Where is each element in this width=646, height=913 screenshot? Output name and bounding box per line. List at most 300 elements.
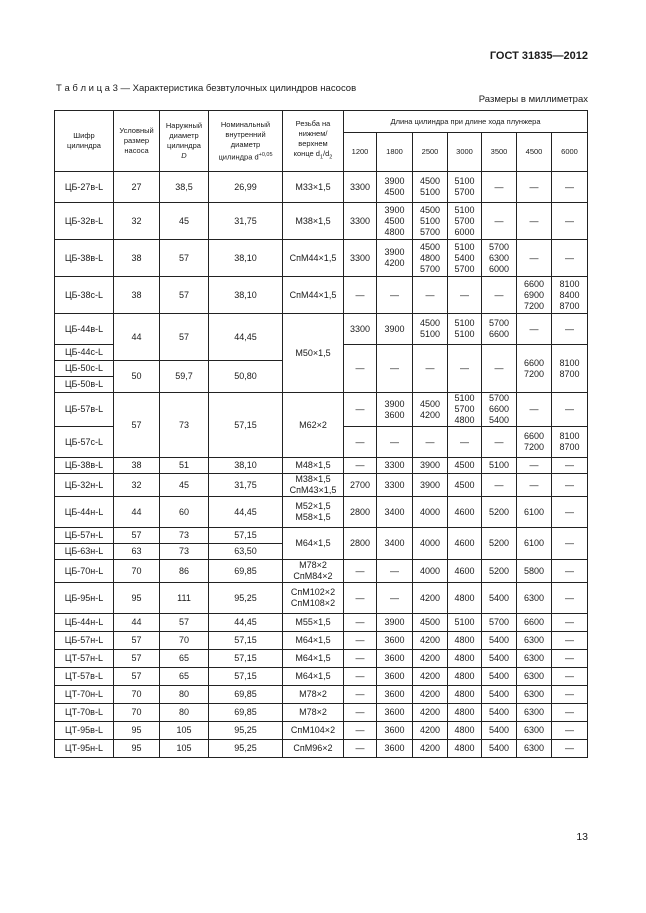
cell-length-1800: 3600	[377, 632, 413, 650]
cell-length-4500: —	[517, 458, 552, 474]
cell-length-2500: —	[413, 345, 448, 393]
cell-cipher: ЦБ-38в-L	[55, 458, 114, 474]
cell-thread: М62×2	[283, 393, 344, 458]
standard-number: ГОСТ 31835—2012	[489, 50, 588, 62]
cell-length-2500: 4500	[413, 614, 448, 632]
header-size: Условный размер насоса	[114, 111, 160, 172]
cell-outer-diameter: 73	[160, 393, 209, 458]
cell-thread: М38×1,5	[283, 203, 344, 240]
cell-length-1200: —	[344, 614, 377, 632]
cell-outer-diameter: 111	[160, 583, 209, 614]
cell-cipher: ЦТ-57в-L	[55, 668, 114, 686]
cell-inner-diameter: 38,10	[209, 458, 283, 474]
cell-length-3000: 4600	[448, 497, 482, 528]
cell-length-1200: —	[344, 583, 377, 614]
cell-cipher: ЦБ-57н-L	[55, 632, 114, 650]
cell-length-2500: 4000	[413, 497, 448, 528]
cell-inner-diameter: 44,45	[209, 497, 283, 528]
cell-length-1800: 3600	[377, 722, 413, 740]
cell-outer-diameter: 51	[160, 458, 209, 474]
cell-length-3500: —	[482, 172, 517, 203]
cell-thread: СпМ104×2	[283, 722, 344, 740]
cell-length-3000: 5100 5700	[448, 172, 482, 203]
cell-outer-diameter: 80	[160, 686, 209, 704]
cell-cipher: ЦБ-44н-L	[55, 614, 114, 632]
cell-outer-diameter: 60	[160, 497, 209, 528]
cell-inner-diameter: 57,15	[209, 528, 283, 544]
cell-length-3000: 5100 5700 4800	[448, 393, 482, 427]
cell-inner-diameter: 26,99	[209, 172, 283, 203]
table-row	[55, 740, 588, 758]
cell-thread: М55×1,5	[283, 614, 344, 632]
table-row	[55, 240, 588, 277]
cell-cipher: ЦБ-38в-L	[55, 240, 114, 277]
cell-length-1200: —	[344, 345, 377, 393]
cell-length-2500: 4200	[413, 650, 448, 668]
cell-length-1200: —	[344, 560, 377, 583]
cell-cipher: ЦБ-44н-L	[55, 497, 114, 528]
cell-length-3500: 5400	[482, 686, 517, 704]
cell-outer-diameter: 80	[160, 704, 209, 722]
cell-length-1800: 3900 3600	[377, 393, 413, 427]
cell-thread: М78×2	[283, 704, 344, 722]
cell-length-3500: —	[482, 474, 517, 497]
cell-size: 38	[114, 458, 160, 474]
cell-outer-diameter: 57	[160, 614, 209, 632]
cell-length-3000: 4800	[448, 583, 482, 614]
cell-length-3000: 4800	[448, 740, 482, 758]
cell-length-3500: 5400	[482, 740, 517, 758]
cell-length-1200: 2800	[344, 528, 377, 560]
cell-cipher: ЦБ-50в-L	[55, 377, 114, 393]
cell-size: 70	[114, 704, 160, 722]
cell-length-3500: —	[482, 277, 517, 314]
header-stroke-6000: 6000	[552, 133, 588, 172]
cell-length-1800: 3900	[377, 614, 413, 632]
table-row	[55, 583, 588, 614]
cell-length-2500: 4200	[413, 632, 448, 650]
cell-inner-diameter: 69,85	[209, 560, 283, 583]
cell-thread: СпМ44×1,5	[283, 240, 344, 277]
cell-length-4500: 6600 6900 7200	[517, 277, 552, 314]
cell-inner-diameter: 95,25	[209, 583, 283, 614]
cell-thread: СпМ96×2	[283, 740, 344, 758]
cell-cipher: ЦБ-95н-L	[55, 583, 114, 614]
cell-length-1200: —	[344, 277, 377, 314]
cell-length-3500: 5400	[482, 583, 517, 614]
cell-length-2500: 4200	[413, 668, 448, 686]
cell-length-1200: —	[344, 686, 377, 704]
cell-inner-diameter: 63,50	[209, 544, 283, 560]
cell-thread: М48×1,5	[283, 458, 344, 474]
cell-size: 50	[114, 361, 160, 393]
cell-length-3500: 5200	[482, 528, 517, 560]
cell-thread: М33×1,5	[283, 172, 344, 203]
cell-cipher: ЦБ-44с-L	[55, 345, 114, 361]
table-row	[55, 474, 588, 497]
cell-length-4500: 6300	[517, 740, 552, 758]
cell-cipher: ЦТ-70в-L	[55, 704, 114, 722]
cell-cipher: ЦТ-57н-L	[55, 650, 114, 668]
page-number: 13	[576, 831, 588, 843]
cell-length-1200: —	[344, 427, 377, 458]
cell-length-4500: 6100	[517, 497, 552, 528]
cell-length-1800: 3900	[377, 314, 413, 345]
cell-size: 44	[114, 497, 160, 528]
cell-length-3000: —	[448, 427, 482, 458]
cell-cipher: ЦБ-38с-L	[55, 277, 114, 314]
cell-size: 57	[114, 528, 160, 544]
cell-thread: М38×1,5 СпМ43×1,5	[283, 474, 344, 497]
cell-cipher: ЦБ-57с-L	[55, 427, 114, 458]
cell-outer-diameter: 45	[160, 474, 209, 497]
cell-inner-diameter: 57,15	[209, 668, 283, 686]
cell-thread: М78×2	[283, 686, 344, 704]
cell-cipher: ЦТ-95в-L	[55, 722, 114, 740]
cell-length-3500: 5400	[482, 650, 517, 668]
cell-length-3500: 5700	[482, 614, 517, 632]
cell-length-1800: —	[377, 427, 413, 458]
cell-length-1200: 3300	[344, 314, 377, 345]
cell-cipher: ЦБ-27в-L	[55, 172, 114, 203]
cell-length-1200: —	[344, 722, 377, 740]
cell-length-1200: —	[344, 393, 377, 427]
cell-length-4500: —	[517, 474, 552, 497]
cell-size: 63	[114, 544, 160, 560]
header-stroke-1800: 1800	[377, 133, 413, 172]
cell-length-1200: 3300	[344, 172, 377, 203]
cylinder-table	[54, 110, 588, 758]
cell-length-1200: —	[344, 650, 377, 668]
table-row	[55, 314, 588, 345]
table-row	[55, 497, 588, 528]
cell-length-1800: 3600	[377, 668, 413, 686]
header-stroke-4500: 4500	[517, 133, 552, 172]
cell-size: 57	[114, 650, 160, 668]
cell-inner-diameter: 69,85	[209, 686, 283, 704]
cell-length-3000: 4800	[448, 668, 482, 686]
cell-length-4500: 6300	[517, 632, 552, 650]
cell-length-1800: 3900 4500 4800	[377, 203, 413, 240]
cell-length-6000: —	[552, 722, 588, 740]
cell-outer-diameter: 65	[160, 650, 209, 668]
cell-length-6000: —	[552, 583, 588, 614]
cell-length-1800: —	[377, 345, 413, 393]
cell-length-6000: —	[552, 172, 588, 203]
cell-size: 95	[114, 740, 160, 758]
cell-length-4500: 6100	[517, 528, 552, 560]
cell-length-1800: 3600	[377, 704, 413, 722]
cell-length-3500: 5400	[482, 668, 517, 686]
cell-length-4500: 6300	[517, 650, 552, 668]
cell-cipher: ЦБ-44в-L	[55, 314, 114, 345]
cell-length-2500: 3900	[413, 474, 448, 497]
cell-size: 32	[114, 203, 160, 240]
cell-length-3000: —	[448, 277, 482, 314]
cell-inner-diameter: 44,45	[209, 614, 283, 632]
cell-length-3500: 5700 6600 5400	[482, 393, 517, 427]
cell-length-1800: 3900 4200	[377, 240, 413, 277]
cell-length-3000: 4500	[448, 458, 482, 474]
cell-length-4500: 6300	[517, 583, 552, 614]
cell-inner-diameter: 44,45	[209, 314, 283, 361]
table-row	[55, 277, 588, 314]
cell-length-4500: 6300	[517, 722, 552, 740]
cell-outer-diameter: 59,7	[160, 361, 209, 393]
cell-length-1200: 2700	[344, 474, 377, 497]
cell-length-2500: 3900	[413, 458, 448, 474]
cell-length-1200: —	[344, 458, 377, 474]
cell-cipher: ЦБ-50с-L	[55, 361, 114, 377]
cell-size: 57	[114, 632, 160, 650]
cell-thread: М64×1,5	[283, 650, 344, 668]
cell-length-6000: 8100 8400 8700	[552, 277, 588, 314]
units-note: Размеры в миллиметрах	[478, 94, 588, 105]
cell-thread: М64×1,5	[283, 528, 344, 560]
cell-length-2500: 4500 5100	[413, 314, 448, 345]
cell-length-3500: 5400	[482, 704, 517, 722]
cell-outer-diameter: 57	[160, 314, 209, 361]
cell-size: 27	[114, 172, 160, 203]
cell-length-4500: 6600 7200	[517, 427, 552, 458]
header-stroke-2500: 2500	[413, 133, 448, 172]
cell-length-2500: —	[413, 277, 448, 314]
cell-size: 57	[114, 668, 160, 686]
cell-length-2500: 4500 5100 5700	[413, 203, 448, 240]
cell-length-6000: —	[552, 650, 588, 668]
cell-length-3000: 4600	[448, 528, 482, 560]
cell-size: 95	[114, 722, 160, 740]
cell-length-6000: 8100 8700	[552, 345, 588, 393]
cell-length-1200: —	[344, 740, 377, 758]
header-inner-diameter: Номинальный внутренний диаметр цилиндра $d^{+0,05}$	[209, 111, 283, 172]
table-row	[55, 528, 588, 544]
cell-length-3000: —	[448, 345, 482, 393]
cell-length-3500: 5400	[482, 632, 517, 650]
cell-length-1800: —	[377, 277, 413, 314]
cell-length-3500: 5700 6300 6000	[482, 240, 517, 277]
cell-cipher: ЦБ-63н-L	[55, 544, 114, 560]
cell-length-2500: 4500 5100	[413, 172, 448, 203]
cell-inner-diameter: 57,15	[209, 650, 283, 668]
cell-length-4500: 6600	[517, 614, 552, 632]
cell-length-4500: —	[517, 203, 552, 240]
cell-length-6000: 8100 8700	[552, 427, 588, 458]
cell-inner-diameter: 50,80	[209, 361, 283, 393]
table-row	[55, 203, 588, 240]
cell-size: 70	[114, 560, 160, 583]
cell-length-6000: —	[552, 240, 588, 277]
cell-length-1200: —	[344, 704, 377, 722]
cell-length-4500: —	[517, 172, 552, 203]
cell-length-3000: 4800	[448, 722, 482, 740]
cell-length-3000: 4800	[448, 632, 482, 650]
cell-inner-diameter: 38,10	[209, 277, 283, 314]
cell-length-3000: 4600	[448, 560, 482, 583]
cell-outer-diameter: 65	[160, 668, 209, 686]
cell-length-4500: 6600 7200	[517, 345, 552, 393]
cell-length-6000: —	[552, 632, 588, 650]
cell-length-6000: —	[552, 497, 588, 528]
table-row	[55, 686, 588, 704]
table-row	[55, 172, 588, 203]
cell-length-4500: 6300	[517, 704, 552, 722]
cell-length-2500: 4200	[413, 686, 448, 704]
cell-length-1800: 3400	[377, 528, 413, 560]
table-row	[55, 704, 588, 722]
cell-length-6000: —	[552, 614, 588, 632]
cell-thread: М64×1,5	[283, 668, 344, 686]
cell-length-1800: 3400	[377, 497, 413, 528]
cell-length-6000: —	[552, 528, 588, 560]
cell-length-6000: —	[552, 474, 588, 497]
cell-cipher: ЦТ-70н-L	[55, 686, 114, 704]
cell-length-3000: 4800	[448, 704, 482, 722]
cell-length-1200: 3300	[344, 240, 377, 277]
cell-length-2500: 4000	[413, 560, 448, 583]
cell-size: 95	[114, 583, 160, 614]
cell-thread: М52×1,5 М58×1,5	[283, 497, 344, 528]
cell-outer-diameter: 73	[160, 528, 209, 544]
cell-length-3000: 4500	[448, 474, 482, 497]
cell-length-6000: —	[552, 458, 588, 474]
cell-thread: М78×2 СпМ84×2	[283, 560, 344, 583]
cell-length-3000: 5100 5100	[448, 314, 482, 345]
header-stroke-1200: 1200	[344, 133, 377, 172]
cell-length-6000: —	[552, 740, 588, 758]
header-stroke-3500: 3500	[482, 133, 517, 172]
cell-length-6000: —	[552, 393, 588, 427]
cell-inner-diameter: 38,10	[209, 240, 283, 277]
cell-outer-diameter: 86	[160, 560, 209, 583]
cell-outer-diameter: 70	[160, 632, 209, 650]
cell-cipher: ЦТ-95н-L	[55, 740, 114, 758]
table-row	[55, 632, 588, 650]
cell-length-1800: 3300	[377, 474, 413, 497]
cell-size: 38	[114, 277, 160, 314]
cell-length-3500: —	[482, 203, 517, 240]
cell-outer-diameter: 38,5	[160, 172, 209, 203]
cell-size: 32	[114, 474, 160, 497]
cell-length-1800: 3300	[377, 458, 413, 474]
cell-length-1800: —	[377, 583, 413, 614]
cell-length-3000: 5100 5700 6000	[448, 203, 482, 240]
cell-length-3000: 5100	[448, 614, 482, 632]
cell-length-1200: —	[344, 632, 377, 650]
cell-inner-diameter: 31,75	[209, 203, 283, 240]
cell-length-6000: —	[552, 686, 588, 704]
table-row	[55, 560, 588, 583]
table-row	[55, 393, 588, 427]
cell-thread: СпМ44×1,5	[283, 277, 344, 314]
cell-inner-diameter: 57,15	[209, 393, 283, 458]
cell-outer-diameter: 105	[160, 722, 209, 740]
cell-size: 38	[114, 240, 160, 277]
cell-length-2500: —	[413, 427, 448, 458]
cell-length-2500: 4200	[413, 704, 448, 722]
cell-length-3000: 4800	[448, 686, 482, 704]
cell-length-1800: 3600	[377, 740, 413, 758]
cell-size: 70	[114, 686, 160, 704]
cell-length-4500: 6300	[517, 668, 552, 686]
cell-outer-diameter: 105	[160, 740, 209, 758]
cell-length-3000: 4800	[448, 650, 482, 668]
table-row	[55, 668, 588, 686]
cell-inner-diameter: 95,25	[209, 722, 283, 740]
cell-length-6000: —	[552, 203, 588, 240]
cell-length-4500: 5800	[517, 560, 552, 583]
table-row	[55, 722, 588, 740]
cell-cipher: ЦБ-32н-L	[55, 474, 114, 497]
cell-thread: СпМ102×2 СпМ108×2	[283, 583, 344, 614]
cell-cipher: ЦБ-32в-L	[55, 203, 114, 240]
cell-thread: М50×1,5	[283, 314, 344, 393]
cell-length-4500: —	[517, 314, 552, 345]
cell-cipher: ЦБ-70н-L	[55, 560, 114, 583]
header-outer-diameter: Наружный диаметр цилиндра D	[160, 111, 209, 172]
cell-length-1800: 3600	[377, 686, 413, 704]
cell-length-6000: —	[552, 314, 588, 345]
cell-size: 44	[114, 614, 160, 632]
cell-length-4500: 6300	[517, 686, 552, 704]
cell-length-1200: —	[344, 668, 377, 686]
cell-size: 44	[114, 314, 160, 361]
cell-length-3500: —	[482, 345, 517, 393]
cell-outer-diameter: 45	[160, 203, 209, 240]
cell-inner-diameter: 31,75	[209, 474, 283, 497]
table-row	[55, 650, 588, 668]
header-cipher: Шифр цилиндра	[55, 111, 114, 172]
cell-outer-diameter: 57	[160, 240, 209, 277]
cell-outer-diameter: 57	[160, 277, 209, 314]
cell-length-6000: —	[552, 560, 588, 583]
cell-length-1800: 3900 4500	[377, 172, 413, 203]
cell-length-1200: 3300	[344, 203, 377, 240]
cell-length-2500: 4500 4200	[413, 393, 448, 427]
cell-length-6000: —	[552, 704, 588, 722]
cell-inner-diameter: 69,85	[209, 704, 283, 722]
table-caption: Т а б л и ц а 3 — Характеристика безвтулочных цилиндров насосов	[56, 83, 357, 94]
cell-length-1800: —	[377, 560, 413, 583]
table-row	[55, 614, 588, 632]
cell-cipher: ЦБ-57н-L	[55, 528, 114, 544]
header-length-group: Длина цилиндра при длине хода плунжера	[344, 111, 588, 133]
cell-length-3500: 5100	[482, 458, 517, 474]
cell-length-4500: —	[517, 240, 552, 277]
cell-length-2500: 4200	[413, 740, 448, 758]
cell-length-3500: 5700 6600	[482, 314, 517, 345]
cell-length-2500: 4200	[413, 722, 448, 740]
cell-length-2500: 4000	[413, 528, 448, 560]
cell-cipher: ЦБ-57в-L	[55, 393, 114, 427]
cell-length-3500: 5400	[482, 722, 517, 740]
cell-length-2500: 4500 4800 5700	[413, 240, 448, 277]
cell-length-1800: 3600	[377, 650, 413, 668]
cell-length-3500: —	[482, 427, 517, 458]
header-thread: Резьба на нижнем/ верхнем конце $d_1/d_2$	[283, 111, 344, 172]
cell-inner-diameter: 57,15	[209, 632, 283, 650]
cell-length-2500: 4200	[413, 583, 448, 614]
cell-outer-diameter: 73	[160, 544, 209, 560]
cell-inner-diameter: 95,25	[209, 740, 283, 758]
table-row	[55, 458, 588, 474]
cell-length-6000: —	[552, 668, 588, 686]
cell-thread: М64×1,5	[283, 632, 344, 650]
cell-length-4500: —	[517, 393, 552, 427]
cell-length-1200: 2800	[344, 497, 377, 528]
cell-length-3500: 5200	[482, 497, 517, 528]
cell-length-3500: 5200	[482, 560, 517, 583]
